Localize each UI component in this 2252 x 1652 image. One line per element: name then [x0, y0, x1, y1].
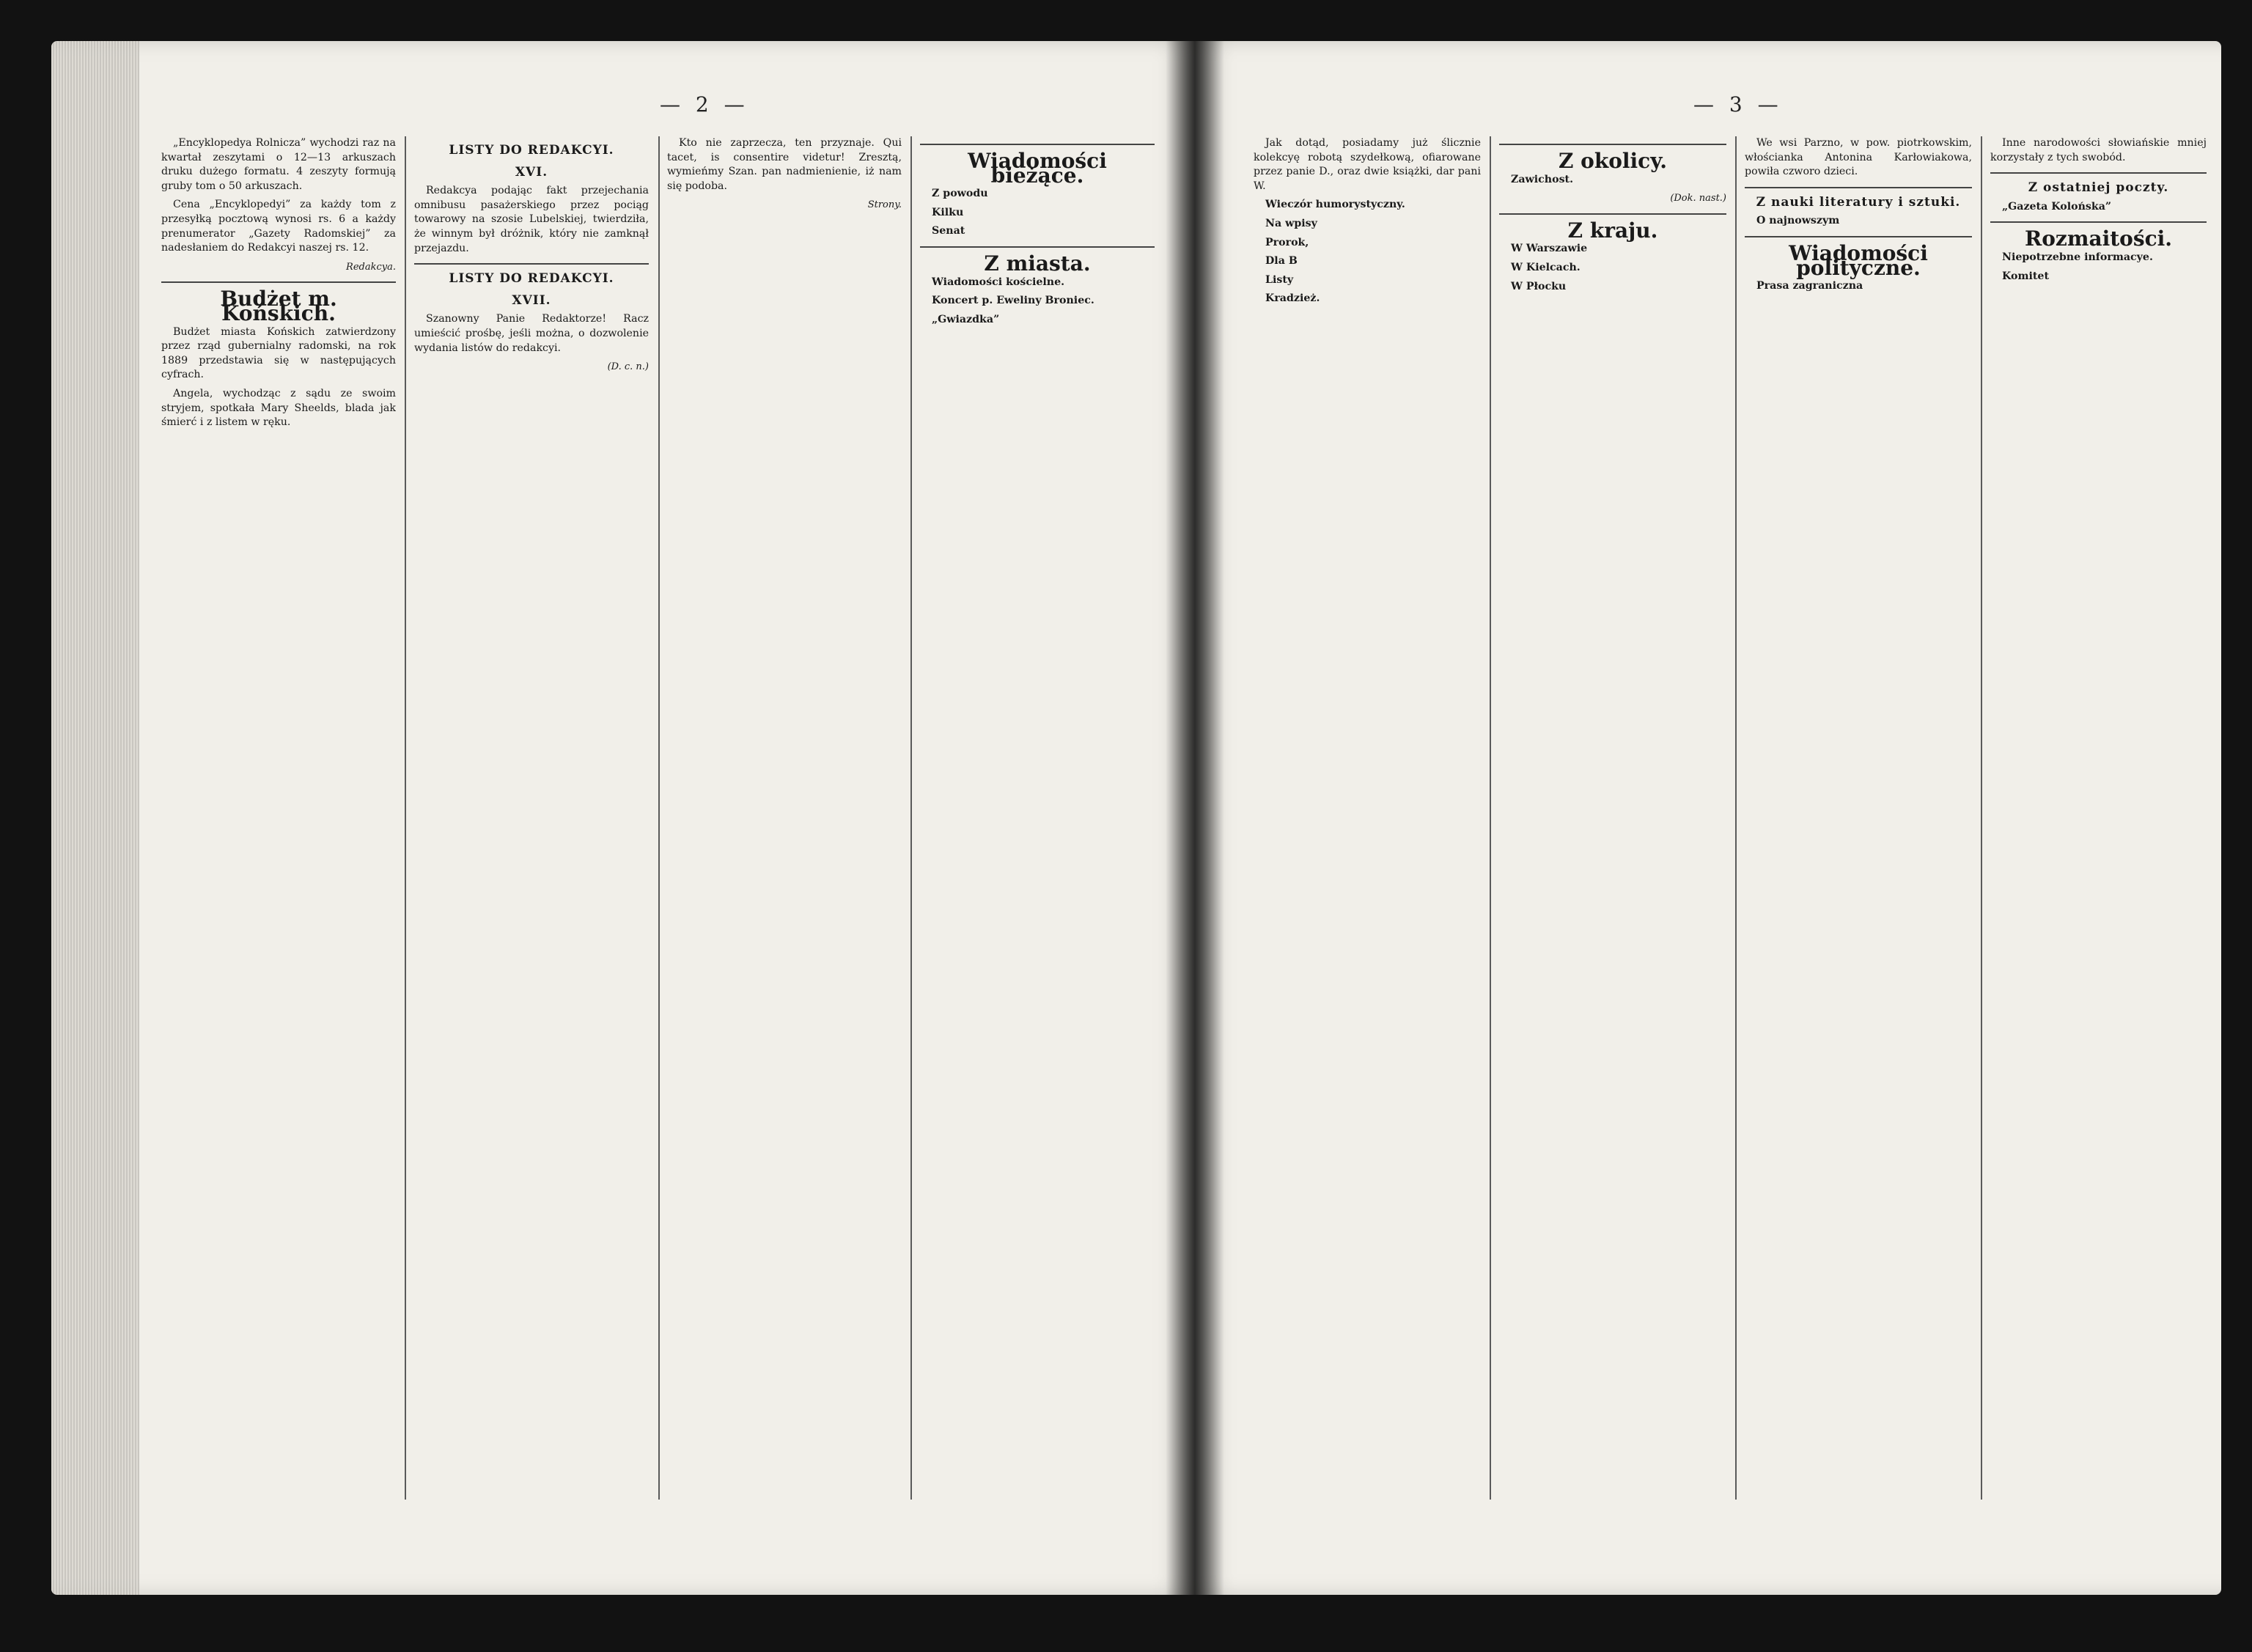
subheading: Senat: [932, 225, 965, 237]
subheading: Z powodu: [932, 188, 988, 200]
subheading: Niepotrzebne informacye.: [2002, 251, 2153, 263]
column-3: [667, 136, 902, 1529]
section-heading: Z ostatniej poczty.: [2028, 180, 2169, 196]
right-page: [1195, 41, 2221, 1595]
paragraph: Angela, wychodząc z sądu ze swoim stryjem, spotkała Mary Sheelds, blada jak śmierć i z listem w ręku.: [161, 387, 396, 429]
page-number: — 2 —: [660, 92, 749, 117]
column-rule: [405, 136, 406, 1500]
subheading: W Warszawie: [1511, 243, 1588, 255]
divider: [1745, 187, 1972, 188]
paragraph: Cena „Encyklopedyi” za każdy tom z przesyłką pocztową wynosi rs. 6 a każdy prenumerator „Gazety Radomskiej” za nadesłaniem do Redakcyi naszej rs. 12.: [161, 199, 396, 254]
page-stack-edge: [51, 41, 139, 1595]
paragraph: [1990, 270, 2207, 284]
subheading: Prorok,: [1265, 236, 1309, 248]
subheading: Wieczór humorystyczny.: [1265, 199, 1405, 211]
left-page: [51, 41, 1195, 1595]
signature: (D. c. n.): [607, 361, 649, 373]
section-number: XVI.: [515, 164, 548, 180]
section-number: XVII.: [512, 292, 551, 308]
paragraph: [1745, 214, 1972, 229]
column-rule: [1490, 136, 1491, 1500]
paragraph: [1990, 200, 2207, 215]
subheading: Prasa zagraniczna: [1756, 280, 1863, 292]
divider: [1745, 236, 1972, 237]
divider: [920, 144, 1155, 145]
section-heading: Wiadomości polityczne.: [1789, 240, 1928, 280]
subheading: „Gwiazdka”: [932, 313, 1000, 325]
column-1: [161, 136, 396, 1529]
subheading: W Kielcach.: [1511, 261, 1581, 273]
paragraph: [1254, 273, 1481, 288]
paragraph: [920, 313, 1155, 328]
paragraph: We wsi Parzno, w pow. piotrkowskim, włościanka Antonina Karłowiakowa, powiła czworo dzieci.: [1745, 137, 1972, 178]
paragraph: Kto nie zaprzecza, ten przyznaje. Qui tacet, is consentire videtur! Zresztą, wymieńmy Szan. pan nadmienienie, iż nam się podoba.: [667, 137, 902, 192]
divider: [1990, 172, 2207, 174]
subheading: Kilku: [932, 206, 964, 218]
column-4: [1990, 136, 2207, 1529]
paragraph: [920, 187, 1155, 202]
open-book: [51, 41, 2221, 1624]
paragraph: [1499, 280, 1726, 295]
section-heading: Z okolicy.: [1558, 149, 1668, 173]
paragraph: [1990, 251, 2207, 265]
section-heading: Budżet m. Końskich.: [220, 287, 337, 325]
subheading: Koncert p. Eweliny Broniec.: [932, 295, 1094, 307]
signature: Strony.: [867, 199, 902, 211]
divider: [1499, 144, 1726, 145]
paragraph: [920, 206, 1155, 221]
paragraph: [1254, 292, 1481, 306]
paragraph: Inne narodowości słowiańskie mniej korzystały z tych swobód.: [1990, 137, 2207, 163]
subheading: Na wpisy: [1265, 217, 1317, 229]
column-2: [414, 136, 649, 1529]
book-spine-shadow: [1166, 41, 1224, 1595]
paragraph: [1254, 198, 1481, 213]
section-heading: Wiadomości bieżące.: [968, 149, 1107, 188]
section-heading: LISTY DO REDAKCYI.: [449, 143, 614, 158]
section-heading: Z kraju.: [1567, 218, 1658, 243]
paragraph: [920, 276, 1155, 290]
subheading: Komitet: [2002, 270, 2050, 282]
paragraph: [920, 224, 1155, 239]
column-4: [920, 136, 1155, 1529]
subheading: „Gazeta Kolońska”: [2002, 200, 2112, 213]
signature: (Dok. nast.): [1670, 193, 1726, 204]
divider: [1499, 213, 1726, 215]
paragraph: [1254, 217, 1481, 232]
paragraph: Budżet miasta Końskich zatwierdzony przez rząd gubernialny radomski, na rok 1889 przedstawia się w następujących cyfrach.: [161, 325, 396, 381]
column-rule: [658, 136, 660, 1500]
column-2: [1499, 136, 1726, 1529]
paragraph: [1499, 173, 1726, 188]
divider: [414, 263, 649, 265]
signature: Redakcya.: [346, 261, 396, 273]
paragraph: [920, 294, 1155, 309]
subheading: Zawichost.: [1511, 173, 1574, 185]
paragraph: Szanowny Panie Redaktorze! Racz umieścić prośbę, jeśli można, o dozwolenie wydania listów do redakcyi.: [414, 313, 649, 354]
column-1: [1254, 136, 1481, 1529]
paragraph: [1745, 279, 1972, 294]
paragraph: Redakcya podając fakt przejechania omnibusu pasażerskiego przez pociąg towarowy na szosie Lubelskiej, twierdziła, że winnym był dróżnik, który nie zamknął przejazdu.: [414, 185, 649, 254]
section-heading: LISTY DO REDAKCYI.: [449, 271, 614, 287]
paragraph: [1499, 261, 1726, 276]
column-rule: [910, 136, 912, 1500]
page-number: — 3 —: [1693, 92, 1783, 117]
subheading: Kradzież.: [1265, 292, 1320, 305]
subheading: W Płocku: [1511, 280, 1567, 292]
column-rule: [1981, 136, 1982, 1500]
paragraph: [1254, 254, 1481, 269]
divider: [161, 281, 396, 283]
subheading: O najnowszym: [1756, 215, 1840, 227]
subheading: Wiadomości kościelne.: [932, 276, 1065, 288]
column-rule: [1735, 136, 1737, 1500]
divider: [920, 246, 1155, 248]
paragraph: „Encyklopedya Rolnicza” wychodzi raz na kwartał zeszytami o 12—13 arkuszach druku dużego formatu. 4 zeszyty formują gruby tom o 50 arkuszach.: [161, 137, 396, 192]
section-heading: Z nauki literatury i sztuki.: [1756, 194, 1961, 210]
section-heading: Z miasta.: [984, 251, 1091, 276]
subheading: Dla B: [1265, 255, 1298, 268]
column-3: [1745, 136, 1972, 1529]
section-heading: Rozmaitości.: [2024, 226, 2173, 251]
paragraph: [1254, 236, 1481, 251]
divider: [1990, 221, 2207, 223]
paragraph: Jak dotąd, posiadamy już ślicznie kolekcyę robotą szydełkową, ofiarowane przez panie D., oraz dwie książki, dar pani W.: [1254, 137, 1481, 192]
paragraph: [1499, 242, 1726, 257]
subheading: Listy: [1265, 273, 1294, 286]
